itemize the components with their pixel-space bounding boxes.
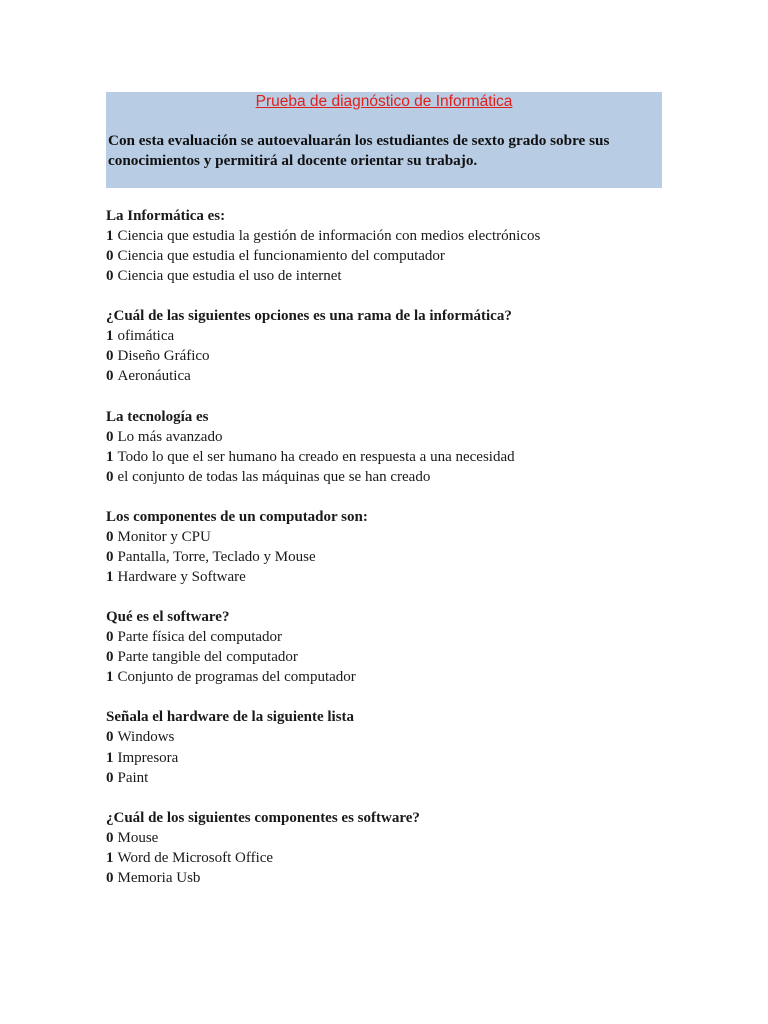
question-text: La Informática es: — [106, 208, 226, 224]
answer-option — [106, 667, 706, 687]
option-text: Lo más avanzado — [117, 428, 223, 445]
question-text: Señala el hardware de la siguiente lista — [106, 709, 355, 726]
option-text: Parte tangible del computador — [117, 649, 298, 666]
answer-option — [106, 768, 706, 788]
option-text: ofimática — [117, 328, 175, 345]
answer-option — [106, 226, 706, 246]
question-text: ¿Cuál de los siguientes componentes es software? — [106, 809, 420, 826]
header-box — [106, 92, 662, 188]
option-score: 1 — [106, 228, 114, 244]
answer-option — [106, 828, 706, 848]
question-block — [106, 707, 706, 787]
option-text: Windows — [117, 729, 175, 746]
option-score: 0 — [106, 729, 114, 746]
option-score: 0 — [106, 468, 114, 485]
option-text: Todo lo que el ser humano ha creado en respuesta a una necesidad — [117, 448, 515, 465]
option-score: 0 — [106, 649, 114, 666]
answer-option — [106, 868, 706, 888]
answer-option — [106, 647, 706, 667]
option-text: Aeronáutica — [117, 368, 191, 385]
document-title-text: Prueba de diagnóstico de Informática — [255, 93, 513, 110]
question-text: Los componentes de un computador son: — [106, 508, 368, 525]
option-text: Impresora — [117, 749, 179, 766]
option-score: 1 — [106, 669, 114, 686]
question-block — [106, 306, 706, 386]
option-score: 1 — [106, 448, 114, 465]
option-score: 0 — [106, 368, 114, 385]
option-score: 0 — [106, 548, 114, 565]
answer-option — [106, 246, 706, 266]
option-text: Ciencia que estudia el uso de internet — [117, 268, 342, 285]
option-score: 0 — [106, 428, 114, 445]
question-block — [106, 607, 706, 687]
option-score: 0 — [106, 769, 114, 786]
answer-option — [106, 748, 706, 768]
question-list — [106, 206, 706, 908]
answer-option — [106, 266, 706, 286]
option-score: 0 — [106, 268, 114, 285]
option-text: Monitor y CPU — [117, 528, 211, 545]
option-score: 0 — [106, 829, 114, 846]
option-text: Ciencia que estudia la gestión de información con medios electrónicos — [117, 228, 541, 244]
option-score: 0 — [106, 869, 114, 886]
option-score: 1 — [106, 569, 114, 586]
answer-option — [106, 447, 706, 467]
option-text: el conjunto de todas las máquinas que se han creado — [117, 468, 431, 485]
option-text: Mouse — [117, 829, 159, 846]
option-text: Diseño Gráfico — [117, 348, 210, 365]
option-score: 1 — [106, 328, 114, 345]
option-score: 1 — [106, 849, 114, 866]
option-score: 0 — [106, 248, 114, 265]
answer-option — [106, 848, 706, 868]
option-score: 1 — [106, 749, 114, 766]
option-text: Word de Microsoft Office — [117, 849, 274, 866]
answer-option — [106, 627, 706, 647]
option-score: 0 — [106, 348, 114, 365]
question-block — [106, 507, 706, 587]
intro-paragraph: Con esta evaluación se autoevaluarán los estudiantes de sexto grado sobre sus conocimientos y permitirá al docente orientar su trabajo. — [108, 132, 610, 169]
answer-option — [106, 326, 706, 346]
option-score: 0 — [106, 528, 114, 545]
answer-option — [106, 727, 706, 747]
answer-option — [106, 567, 706, 587]
answer-option — [106, 527, 706, 547]
answer-option — [106, 467, 706, 487]
question-text: ¿Cuál de las siguientes opciones es una rama de la informática? — [106, 308, 512, 325]
option-text: Conjunto de programas del computador — [117, 669, 356, 686]
option-text: Ciencia que estudia el funcionamiento del computador — [117, 248, 445, 265]
answer-option — [106, 366, 706, 386]
question-block — [106, 808, 706, 888]
option-text: Hardware y Software — [117, 569, 246, 586]
answer-option — [106, 346, 706, 366]
option-text: Parte física del computador — [117, 629, 283, 646]
document-title — [106, 92, 662, 112]
question-block — [106, 407, 706, 487]
answer-option — [106, 547, 706, 567]
option-text: Pantalla, Torre, Teclado y Mouse — [117, 548, 316, 565]
option-text: Paint — [117, 769, 149, 786]
question-text: La tecnología es — [106, 408, 209, 425]
question-text: Qué es el software? — [106, 609, 230, 626]
option-score: 0 — [106, 629, 114, 646]
option-text: Memoria Usb — [117, 869, 201, 886]
answer-option — [106, 427, 706, 447]
question-block — [106, 206, 706, 286]
